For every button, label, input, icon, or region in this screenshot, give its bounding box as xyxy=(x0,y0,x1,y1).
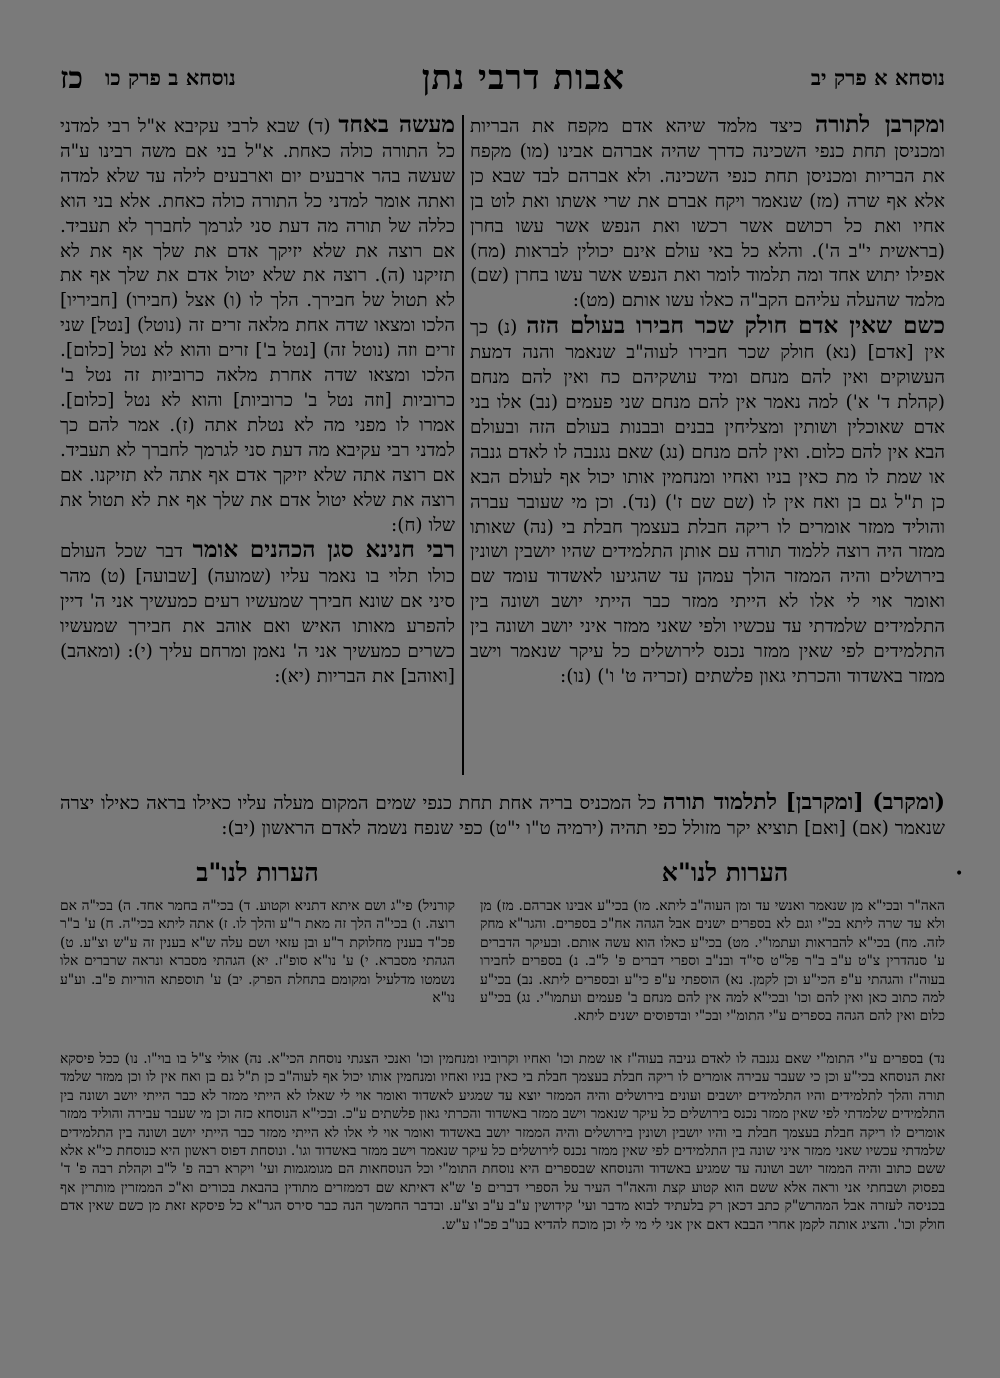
running-head xyxy=(60,58,945,98)
full-width-body: כל המכניס בריה אחת תחת כנפי שמים המקום מעלה עליו כאילו בראה כאילו יצרה שנאמר (אם) [ואם] תוציא יקר מזולל כפי תהיה (ירמיה ט"ו י"ט) כפי שנפח נשמה לאדם הראשון (יב): xyxy=(60,793,945,839)
column-divider xyxy=(462,115,464,775)
right-lead-1: ומקרבן לתורה xyxy=(814,113,945,138)
notes-title-right: הערות לנו"א xyxy=(661,858,789,887)
notes-left: קורניל) פי"ג ושם איתא דתניא וקטוע. ד) בכי"ה בחמר אחד. ה) בכי"ה אם רוצה. ו) בכי"ה הלך זה מאת ר"ע והלך לו. ז) אתה ליתא בכי"ה. ח) ע' ב"ר פכ"ד בענין מחלוקת ר"ע ובן עזאי ושם עלה ש"א בענין זה ע"ש וצ"ע. ט) הגהתי מסברא. י) ע' נו"א סופ"ז. יא) הגהתי מסברא ונראה שרברים אלו נשמטו מדלעיל ומקומם בתחלת הפרק. יב) ע' תוספתא הוריות פ"ב. וע"ע נו"א xyxy=(60,898,455,1007)
header-right: נוסחא א פרק יב xyxy=(810,65,945,90)
right-paragraph-2 xyxy=(470,314,945,690)
left-lead-1: מעשה באחד xyxy=(338,113,455,138)
page-number: כז xyxy=(60,60,84,96)
header-left-group xyxy=(60,61,236,96)
notes-right: האה"ר ובכי"א מן שנאמר ואנשי עד ומן העוה"ב ליתא. מו) בכי"ע אבינו אברהם. מז) מן ולא עד שרה ליתא בכ"י וגם לא בספרים ישנים אבל הגהה אח"כ בספרים. והגר"א מחק לזה. מח) בכי"א להבראות ועתמו"י. מט) בכי"ע כאלו הוא עשה אותם. ובעיקר הדברים ע' סנהדרין צ"ט ע"ב ב"ר פל"ט סי"ד ובנ"ב וספרי דברים פ' ל"ב. נ) בספרים לחבירו בעוה"ז והגהתי ע"פ הכי"ע וכן לקמן. נא) הוספתי ע"פ כי"ע ובספרים ליתא. נב) בכי"ע למה כתוב כאן ואין להם וכו' ובכי"א למה אין להם מנחם ב' פעמים ועתמו"י. נג) בכי"ע כלום ואין להם הגהה בספרים ע"י התומ"י ובכ"י ובדפוסים ישנים ליתא. xyxy=(480,898,945,1025)
right-paragraph-1 xyxy=(470,113,945,314)
full-width-lead: (ומקרב) [ומקרבן] לתלמוד תורה xyxy=(662,790,945,815)
left-column xyxy=(60,113,455,773)
right-body-1: כיצד מלמד שיהא אדם מקפח את הבריות ומכניסן תחת כנפי השכינה כדרך שהיה אברהם אבינו (מו) מקפח את הבריות ומכניסן תחת כנפי השכינה. ולא אברהם לבד שבא כן אלא אף שרה (מז) שנאמר ויקח אברם את שרי אשתו ואת לוט בן אחיו ואת כל רכושם אשר רכשו ואת הנפש אשר עשו בחרן (בראשית י"ב ה'). והלא כל באי עולם אינם יכולין לבראות (מח) אפילו יתוש אחד ומה תלמוד לומר ואת הנפש אשר עשו בחרן (שם) מלמד שהעלה עליהם הקב"ה כאלו עשו אותם (מט): xyxy=(470,116,945,312)
bullet-icon: • xyxy=(955,866,964,882)
left-lead-2: רבי חנינא סגן הכהנים אומר xyxy=(192,536,455,564)
left-paragraph-2 xyxy=(60,538,455,689)
left-body-1: (ד) שבא לרבי עקיבא א"ל רבי למדני כל התורה כולה כאחת. א"ל בני אם משה רבינו ע"ה שעשה בהר ארבעים יום וארבעים לילה עד שלא למדה ואתה אומר למדני כל התורה כולה כאחת. אלא בני הוא כללה של תורה מה דעת סני לגרמך לחברך לא תעביד. אם רוצה את שלא יזיקך אדם את שלך אף את לא תזיקנו (ה). רוצה את שלא יטול אדם את שלך אף את לא תטול של חבירך. הלך לו (ו) אצל (חבירו) [חביריו] הלכו ומצאו שדה אחת מלאה זרים זה (נוטל) [נטל] שני זרים וזה (נוטל זה) [נטל ב'] זרים והוא לא נטל [כלום]. הלכו ומצאו שדה אחרת מלאה כרוביות זה נטל ב' כרוביות [וזה נטל ב' כרוביות] והוא לא נטל [כלום]. אמרו לו מפני מה לא נטלת אתה (ז). אמר להם כך למדני רבי עקיבא מה דעת סני לגרמך לחברך לא תעביד. אם רוצה אתה שלא יזיקך אדם אף אתה לא תזיקנו. אם רוצה את שלא יטול אדם את שלך אף את לא תטול את שלו (ח): xyxy=(60,116,455,536)
header-left: נוסחא ב פרק כו xyxy=(105,65,236,90)
notes-title-left: הערות לנו"ב xyxy=(196,858,319,887)
notes-full-width: נד) בספרים ע"י התומ"י שאם נגנבה לו לאדם גניבה בעוה"ז או שמת וכו' ואחיו וקרוביו ומנחמין וכו' ואנכי הצגתי נוסחת הכי"א. נה) אולי צ"ל בו בוי"ו. נו) ככל פיסקא זאת הנוסחא בכי"ע וכן כי שעבר עבירה אומרים לו ריקה חבלת בעצמך חבלת בי כאין בניו ואחיו ומנחמין אותו יכול אף לעוה"ב כן ת"ל גם בן ואח אין לו וכן ממזר שלמד תורה והלך לתלמידים והיו התלמידים יושבים ועונים בירושלים והיה הממזר יוצא עד שמגיע לאשדוד ואומר אוי לי שאלו לא הייתי ממזר לא כבר הייתי יושב ושונה בין התלמידים שלמדתי לפי שאין ממזר נכנס בירושלים כל עיקר שנאמר וישב ממזר באשדוד והכרתי גאון פלשתים ע"כ. ובכי"א הנוסחא כזה וכן מי שעבר עבירה והוליד ממזר אומרים לו ריקה חבלת בעצמך חבלת בי והיו יושבין ושונין בירושלים והיה הממזר יושב באשדוד ואומר אוי לי אלו לא הייתי ממזר כבר הייתי יושב ושונה בין התלמידים שלמדתי עכשיו שאני ממזר איני שונה בין התלמידים לפי שאין ממזר נכנס לירושלים כל עיקר שנאמר וישב ממזר באשדוד וגו'. ונוסחת דפוס ראשון היא כנוסחת כי"א אלא ששם כתוב והיה הממזר יושב ושונה עד שמגיע באשדוד והנוסחא שבספרים היא נוסחת התומ"י וכל הנוסחאות הם מגומגמות ועי' ויקרא רבה פ' ל"ב וקהלת רבה פ' ד' בפסוק ושבחתי אני וראה אלא ששם הוא קטוע קצת והאה"ר העיר על הספרי דברים פ' ש"א דאיתא שם דממזרים מתודין בהבאת בכורים וא"כ הממזרין מותרין אף בכניסה לעזרה אבל המהרש"ק כתב דכאן רק בלעתיד לבוא מדבר ועי' קידושין ע"ב ע"ב וצ"ע. ובדבר החמשך הנה כבר סירס הגר"א כל פיסקא זאת מן כשם שאין אדם חולק וכו'. והציג אותה לקמן אחרי הבבא דאם אין אני לי מי לי וכן מוכח להדיא בנו"ב פכ"ו ע"ש. xyxy=(60,1051,945,1233)
full-width-paragraph xyxy=(60,790,945,852)
left-body-2: דבר שכל העולם כולו תלוי בו נאמר עליו (שמועה) [שבועה] (ט) מהר סיני אם שונא חבירך שמעשיו רעים כמעשיך אני ה' דיין להפרע מאותו האיש ואם אוהב את חבירך שמעשיו כשרים כמעשיך אני ה' נאמן ומרחם עליך (י): (ומאהב) [ואוהב] את הבריות (יא): xyxy=(60,541,455,687)
header-title: אבות דרבי נתן xyxy=(421,58,625,98)
right-column xyxy=(470,113,945,773)
right-lead-2: כשם שאין אדם חולק שכר חבירו בעולם הזה xyxy=(526,312,945,340)
right-body-2: (נ) כך אין [אדם] (נא) חולק שכר חבירו לעוה"ב שנאמר והנה דמעת העשוקים ואין להם מנחם ומיד עושקיהם כח ואין להם מנחם (קהלת ד' א') למה נאמר אין להם מנחם שני פעמים (נב) אלו בני אדם שאוכלין ושותין ומצליחין בבנים ובבנות בעולם הזה ובעולם הבא אין להם כלום. ואין להם מנחם (נג) שאם נגנבה לו לאדם גנבה או שמת לו מת כאין בניו ואחיו ומנחמין אותו יכול אף לעולם הבא כן ת"ל גם בן ואח אין לו (שם שם ז') (נד). וכן מי שעובר עברה והוליד ממזר אומרים לו ריקה חבלת בעצמך חבלת בי (נה) שאותו ממזר היה רוצה ללמוד תורה עם אותן התלמידים שהיו יושבין ושונין בירושלים והיה הממזר הולך עמהן עד שהגיעו לאשדוד עומד שם ואומר אוי לי אלו לא הייתי ממזר כבר הייתי יושב ושונה בין התלמידים שלמדתי עד עכשיו ולפי שאני ממזר איני יושב ושונה בין התלמידים לפי שאין ממזר נכנס לירושלים כל עיקר שנאמר וישב ממזר באשדוד והכרתי גאון פלשתים (זכריה ט' ו') (נו): xyxy=(470,317,945,687)
left-paragraph-1 xyxy=(60,113,455,538)
